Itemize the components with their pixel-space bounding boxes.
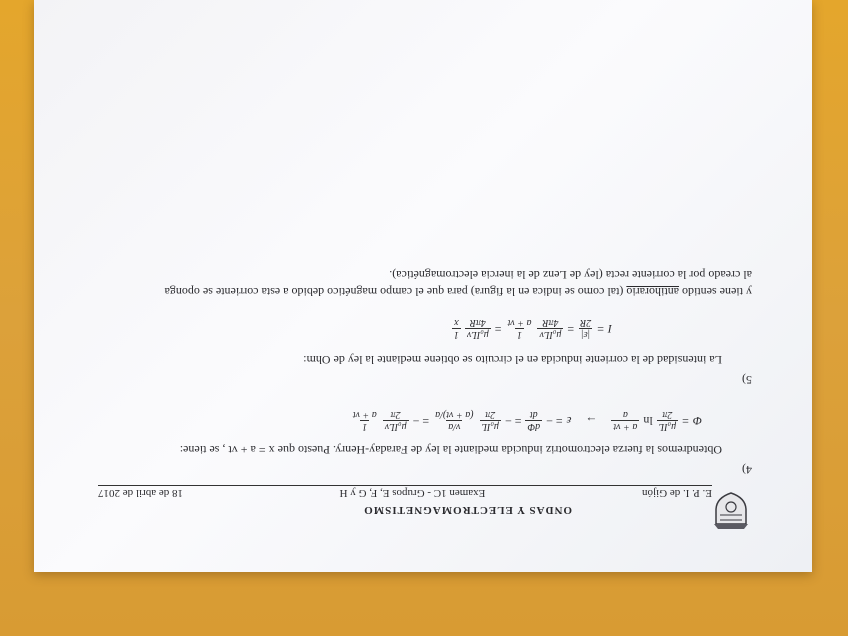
ohm-fraction-3: 1 a + vt [507,317,532,340]
question-5-number: 5) [742,373,752,387]
antihorario-underlined: antihorario [626,285,680,299]
flux-symbol: Φ [692,414,702,428]
ln-symbol: ln [643,414,653,428]
result-fraction-1: μ₀IL 2π [481,409,499,432]
ohm-fraction-4: μ₀ILv 4πR [466,317,489,340]
exam-name: Examen 1C - Grupos E, F, G y H [339,487,486,499]
derivative-fraction: dΦ dt [527,409,541,432]
ohm-equation: I = |ε| 2R = μ₀ILv 4πR 1 a + vt = μ₀ILv 4πR 1 x [453,317,612,340]
question-5-intro: La intensidad de la corriente inducida en el circuito se obtiene mediante la ley de Ohm: [303,353,722,367]
question-5-conclusion: y tiene sentido antihorario (tal como se indica en la figura) para que el campo magnético debido a esta corriente se oponga al creado por la corriente recta (ley de Lenz de la inercia electromagnética). [164,268,752,299]
ohm-fraction-2: μ₀ILv 4πR [539,317,562,340]
exam-date: 18 de abril de 2017 [98,487,183,499]
page-title: ONDAS Y ELECTROMAGNETISMO [363,504,572,516]
emf-symbol: ε [566,414,572,428]
ohm-fraction-5: 1 x [453,317,459,340]
flux-fraction: μ₀IL 2π [658,409,677,432]
header-info-line [98,485,712,499]
rotated-page-content [34,0,812,572]
arrow-symbol: → [585,414,598,428]
exam-sheet [34,0,812,572]
ohm-fraction-1: |ε| 2R [580,317,592,340]
university-crest-icon [710,490,752,532]
result-fraction-3: μ₀ILv 2π [384,409,407,432]
current-symbol: I [608,322,612,336]
question-4-text: Obtendremos la fuerza electromotriz inducida mediante la ley de Faraday-Henry. Puesto que x = a + vt , se tiene: [179,443,722,457]
result-fraction-4: 1 a + vt [352,409,377,432]
faraday-equation: Φ = μ₀IL 2π ln a + vt a → ε = − dΦ dt = − μ₀IL 2π v/a (a + vt)/a = − μ₀ILv 2π 1 a + vt [352,409,702,432]
question-4-number: 4) [742,463,752,477]
school-name: E. P. I. de Gijón [642,487,712,499]
ln-fraction: a + vt a [613,409,638,432]
result-fraction-2: v/a (a + vt)/a [435,409,474,432]
